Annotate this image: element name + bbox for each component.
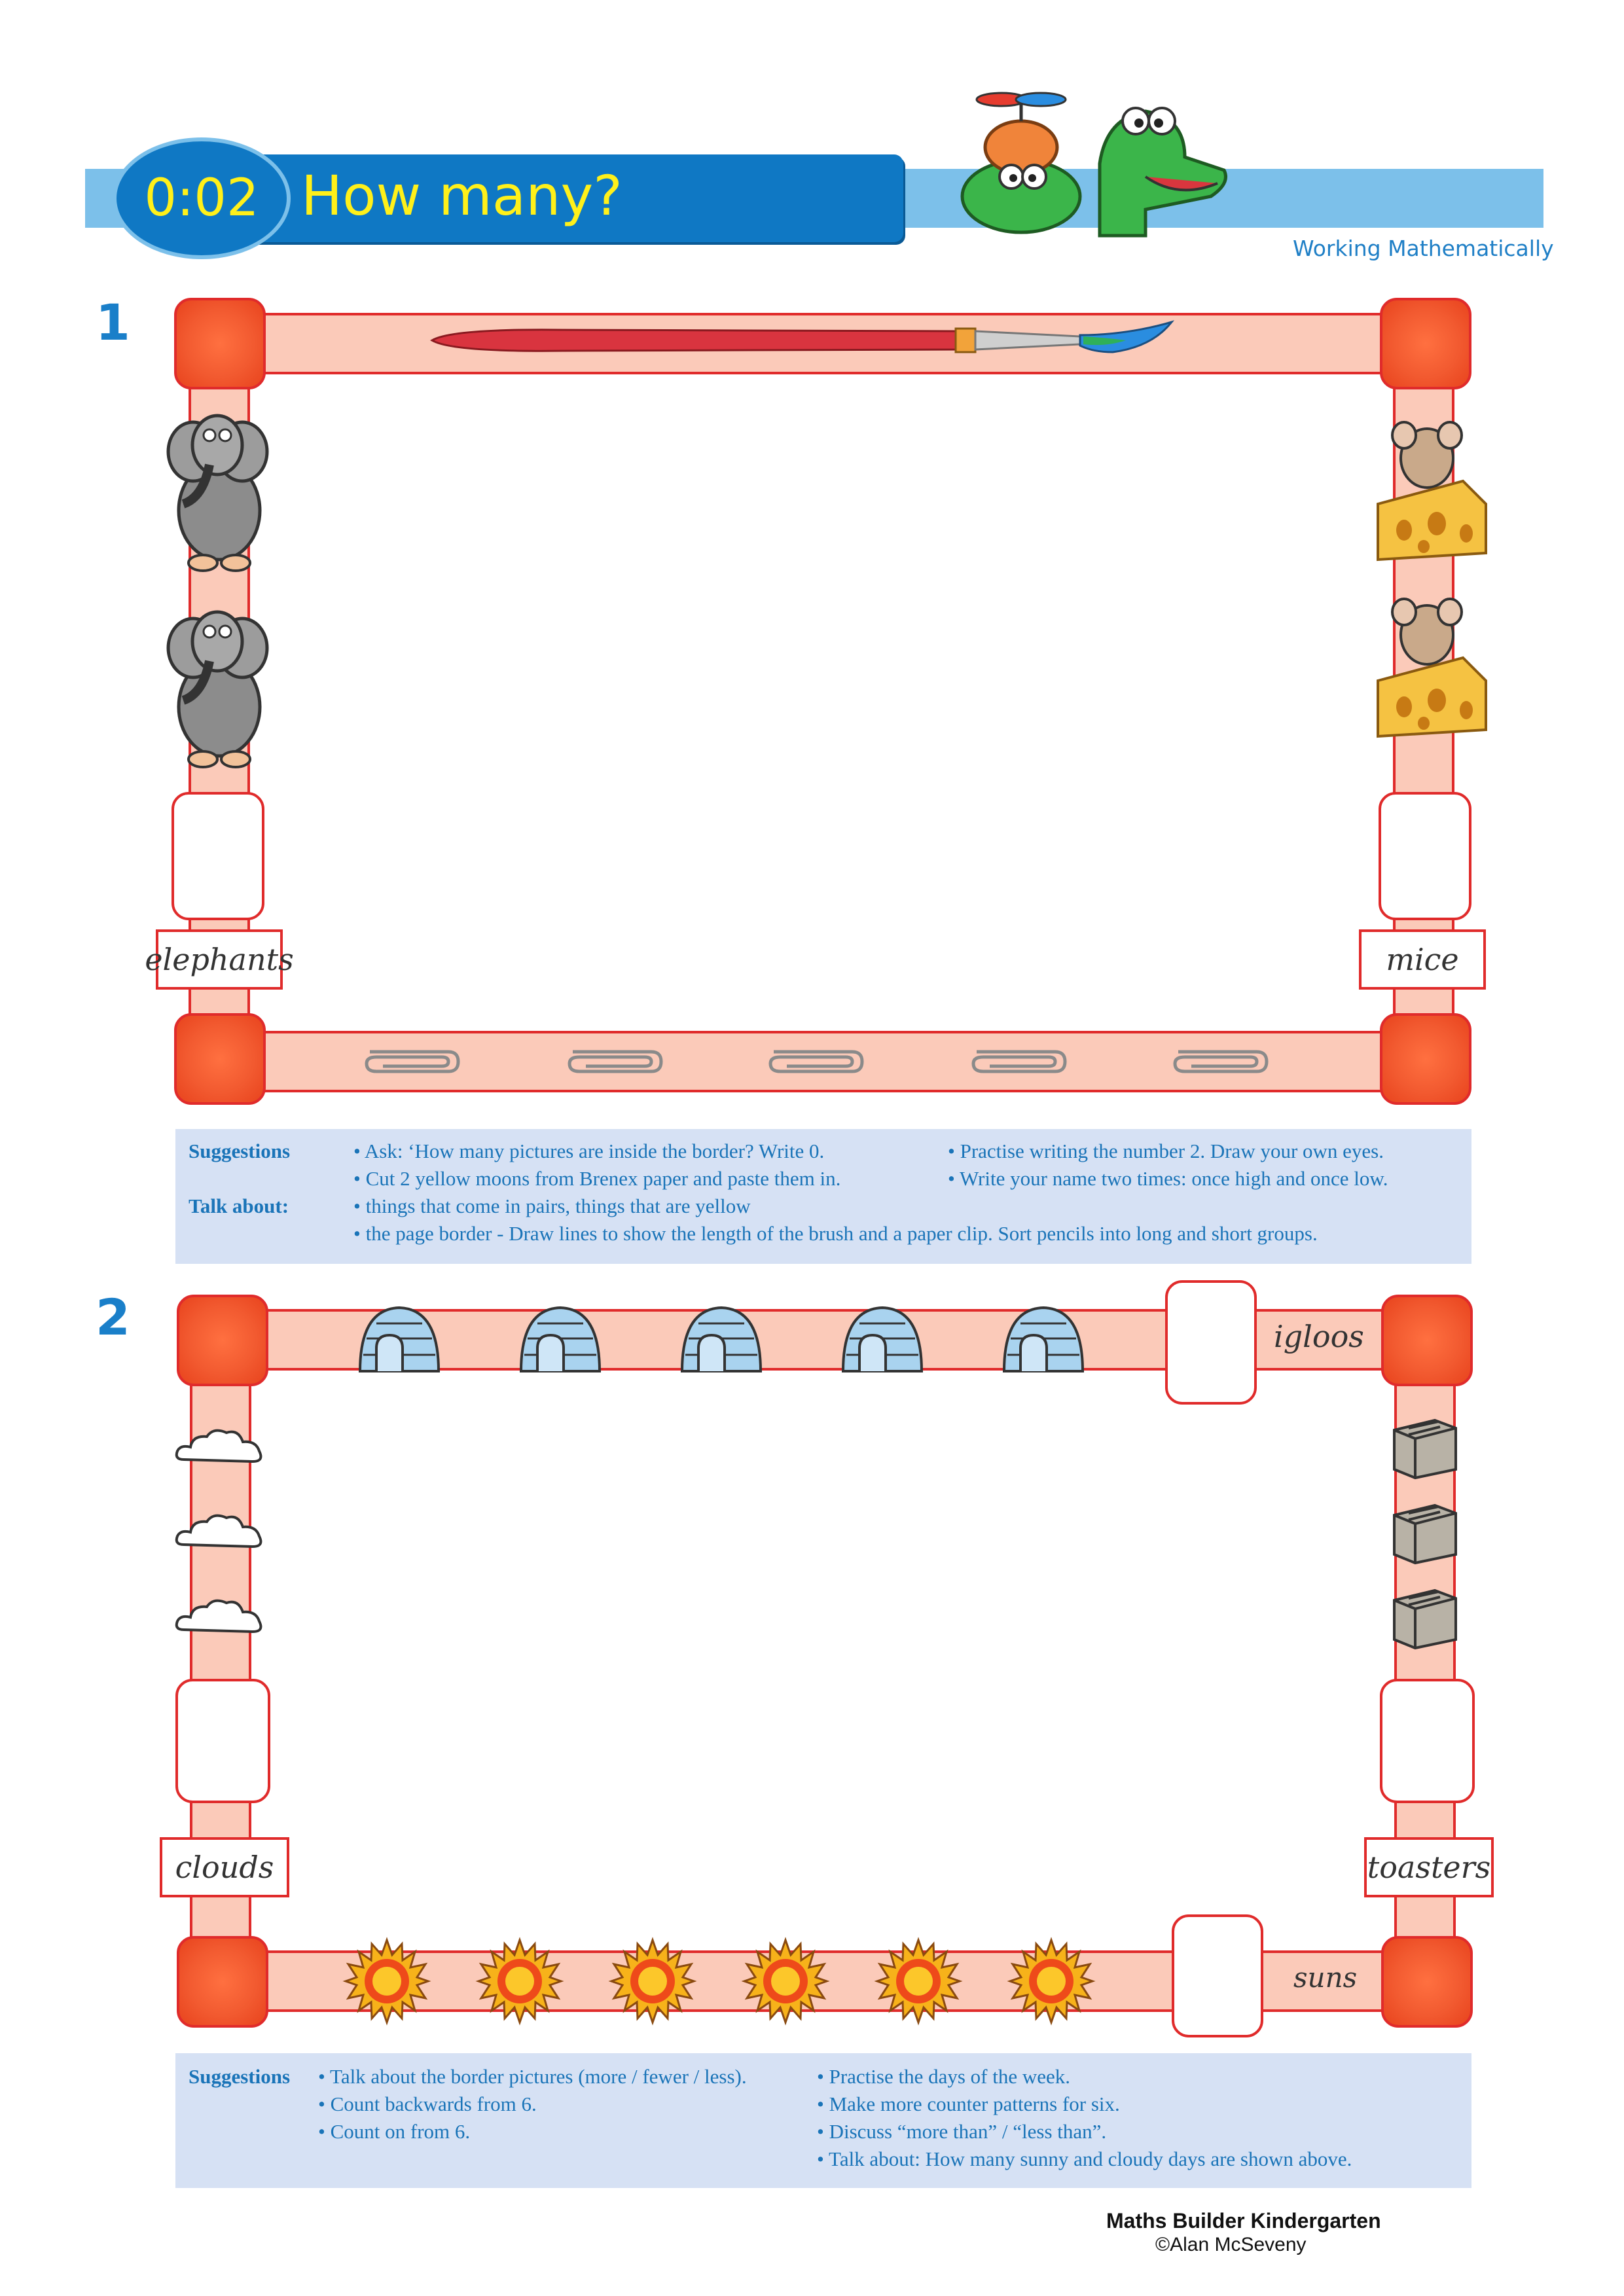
answer-box-mice[interactable]	[1379, 792, 1471, 920]
label-igloos: igloos	[1274, 1319, 1364, 1354]
paperclip-icon	[761, 1045, 865, 1078]
paperclip-icon	[964, 1045, 1068, 1078]
talk-item: • the page border - Draw lines to show the length of the brush and a paper clip. Sort pencils into long and short groups.	[353, 1222, 1318, 1245]
corner-block	[1381, 1936, 1473, 2028]
paintbrush-icon	[432, 321, 1178, 360]
question-number-1: 1	[96, 293, 130, 351]
suggestion-item: • Count on from 6.	[318, 2120, 471, 2143]
cloud-icon	[174, 1509, 266, 1554]
suggestion-item: • Ask: ‘How many pictures are inside the border? Write 0.	[353, 1139, 825, 1162]
toaster-icon	[1389, 1499, 1461, 1564]
mouse-cheese-icon	[1365, 596, 1489, 740]
answer-box-suns[interactable]	[1172, 1914, 1263, 2037]
igloo-icon	[514, 1302, 606, 1374]
talk-item: • things that come in pairs, things that are yellow	[353, 1194, 751, 1217]
corner-block	[1380, 1013, 1471, 1105]
corner-block	[1380, 298, 1471, 389]
answer-box-toasters[interactable]	[1380, 1679, 1475, 1803]
book-title: Maths Builder Kindergarten	[1106, 2209, 1381, 2233]
sun-icon	[344, 1939, 429, 2024]
paperclip-icon	[357, 1045, 461, 1078]
suggestion-item: • Write your name two times: once high and once low.	[948, 1167, 1388, 1190]
sun-icon	[610, 1939, 695, 2024]
question-number-2: 2	[96, 1288, 130, 1346]
sun-icon	[477, 1939, 562, 2024]
toaster-icon	[1389, 1414, 1461, 1479]
suggestion-item: • Make more counter patterns for six.	[817, 2092, 1120, 2115]
answer-box-igloos[interactable]	[1165, 1280, 1257, 1405]
sun-icon	[876, 1939, 961, 2024]
answer-box-elephants[interactable]	[171, 792, 264, 920]
suggestions-box-2	[175, 2053, 1471, 2188]
suggestion-item: • Practise writing the number 2. Draw your own eyes.	[948, 1139, 1384, 1162]
suggestions-box-1	[175, 1129, 1471, 1264]
igloo-icon	[353, 1302, 445, 1374]
suggestion-item: • Talk about: How many sunny and cloudy days are shown above.	[817, 2147, 1352, 2170]
suggestions-heading: Suggestions	[189, 2065, 291, 2088]
suggestion-item: • Cut 2 yellow moons from Brenex paper and paste them in.	[353, 1167, 841, 1190]
page-title: How many?	[301, 164, 623, 228]
corner-block	[177, 1295, 268, 1386]
cloud-icon	[174, 1424, 266, 1469]
suggestion-item: • Discuss “more than” / “less than”.	[817, 2120, 1107, 2143]
toaster-icon	[1389, 1584, 1461, 1649]
label-suns: suns	[1293, 1962, 1358, 1994]
suggestion-item: • Practise the days of the week.	[817, 2065, 1071, 2088]
label-clouds: clouds	[160, 1837, 289, 1897]
elephant-icon	[157, 406, 275, 576]
suggestion-item: • Talk about the border pictures (more / fewer / less).	[318, 2065, 747, 2088]
elephant-icon	[157, 602, 275, 772]
paperclip-icon	[1165, 1045, 1270, 1078]
igloo-icon	[676, 1302, 767, 1374]
corner-block	[174, 298, 266, 389]
sun-icon	[743, 1939, 828, 2024]
igloo-icon	[998, 1302, 1089, 1374]
label-toasters: toasters	[1364, 1837, 1494, 1897]
page-subtitle: Working Mathematically	[1293, 236, 1554, 261]
suggestion-item: • Count backwards from 6.	[318, 2092, 537, 2115]
copyright: ©Alan McSeveny	[1155, 2234, 1307, 2255]
sun-icon	[1009, 1939, 1094, 2024]
cloud-icon	[174, 1594, 266, 1640]
igloo-icon	[837, 1302, 928, 1374]
answer-box-clouds[interactable]	[175, 1679, 270, 1803]
paperclip-icon	[560, 1045, 664, 1078]
mouse-cheese-icon	[1365, 419, 1489, 563]
crocodile-mascots-icon	[949, 85, 1231, 242]
lesson-badge: 0:02	[113, 137, 291, 259]
suggestions-heading: Suggestions	[189, 1139, 291, 1162]
corner-block	[1381, 1295, 1473, 1386]
corner-block	[177, 1936, 268, 2028]
label-elephants: elephants	[156, 929, 283, 990]
talk-about-heading: Talk about:	[189, 1194, 289, 1217]
label-mice: mice	[1359, 929, 1486, 990]
corner-block	[174, 1013, 266, 1105]
